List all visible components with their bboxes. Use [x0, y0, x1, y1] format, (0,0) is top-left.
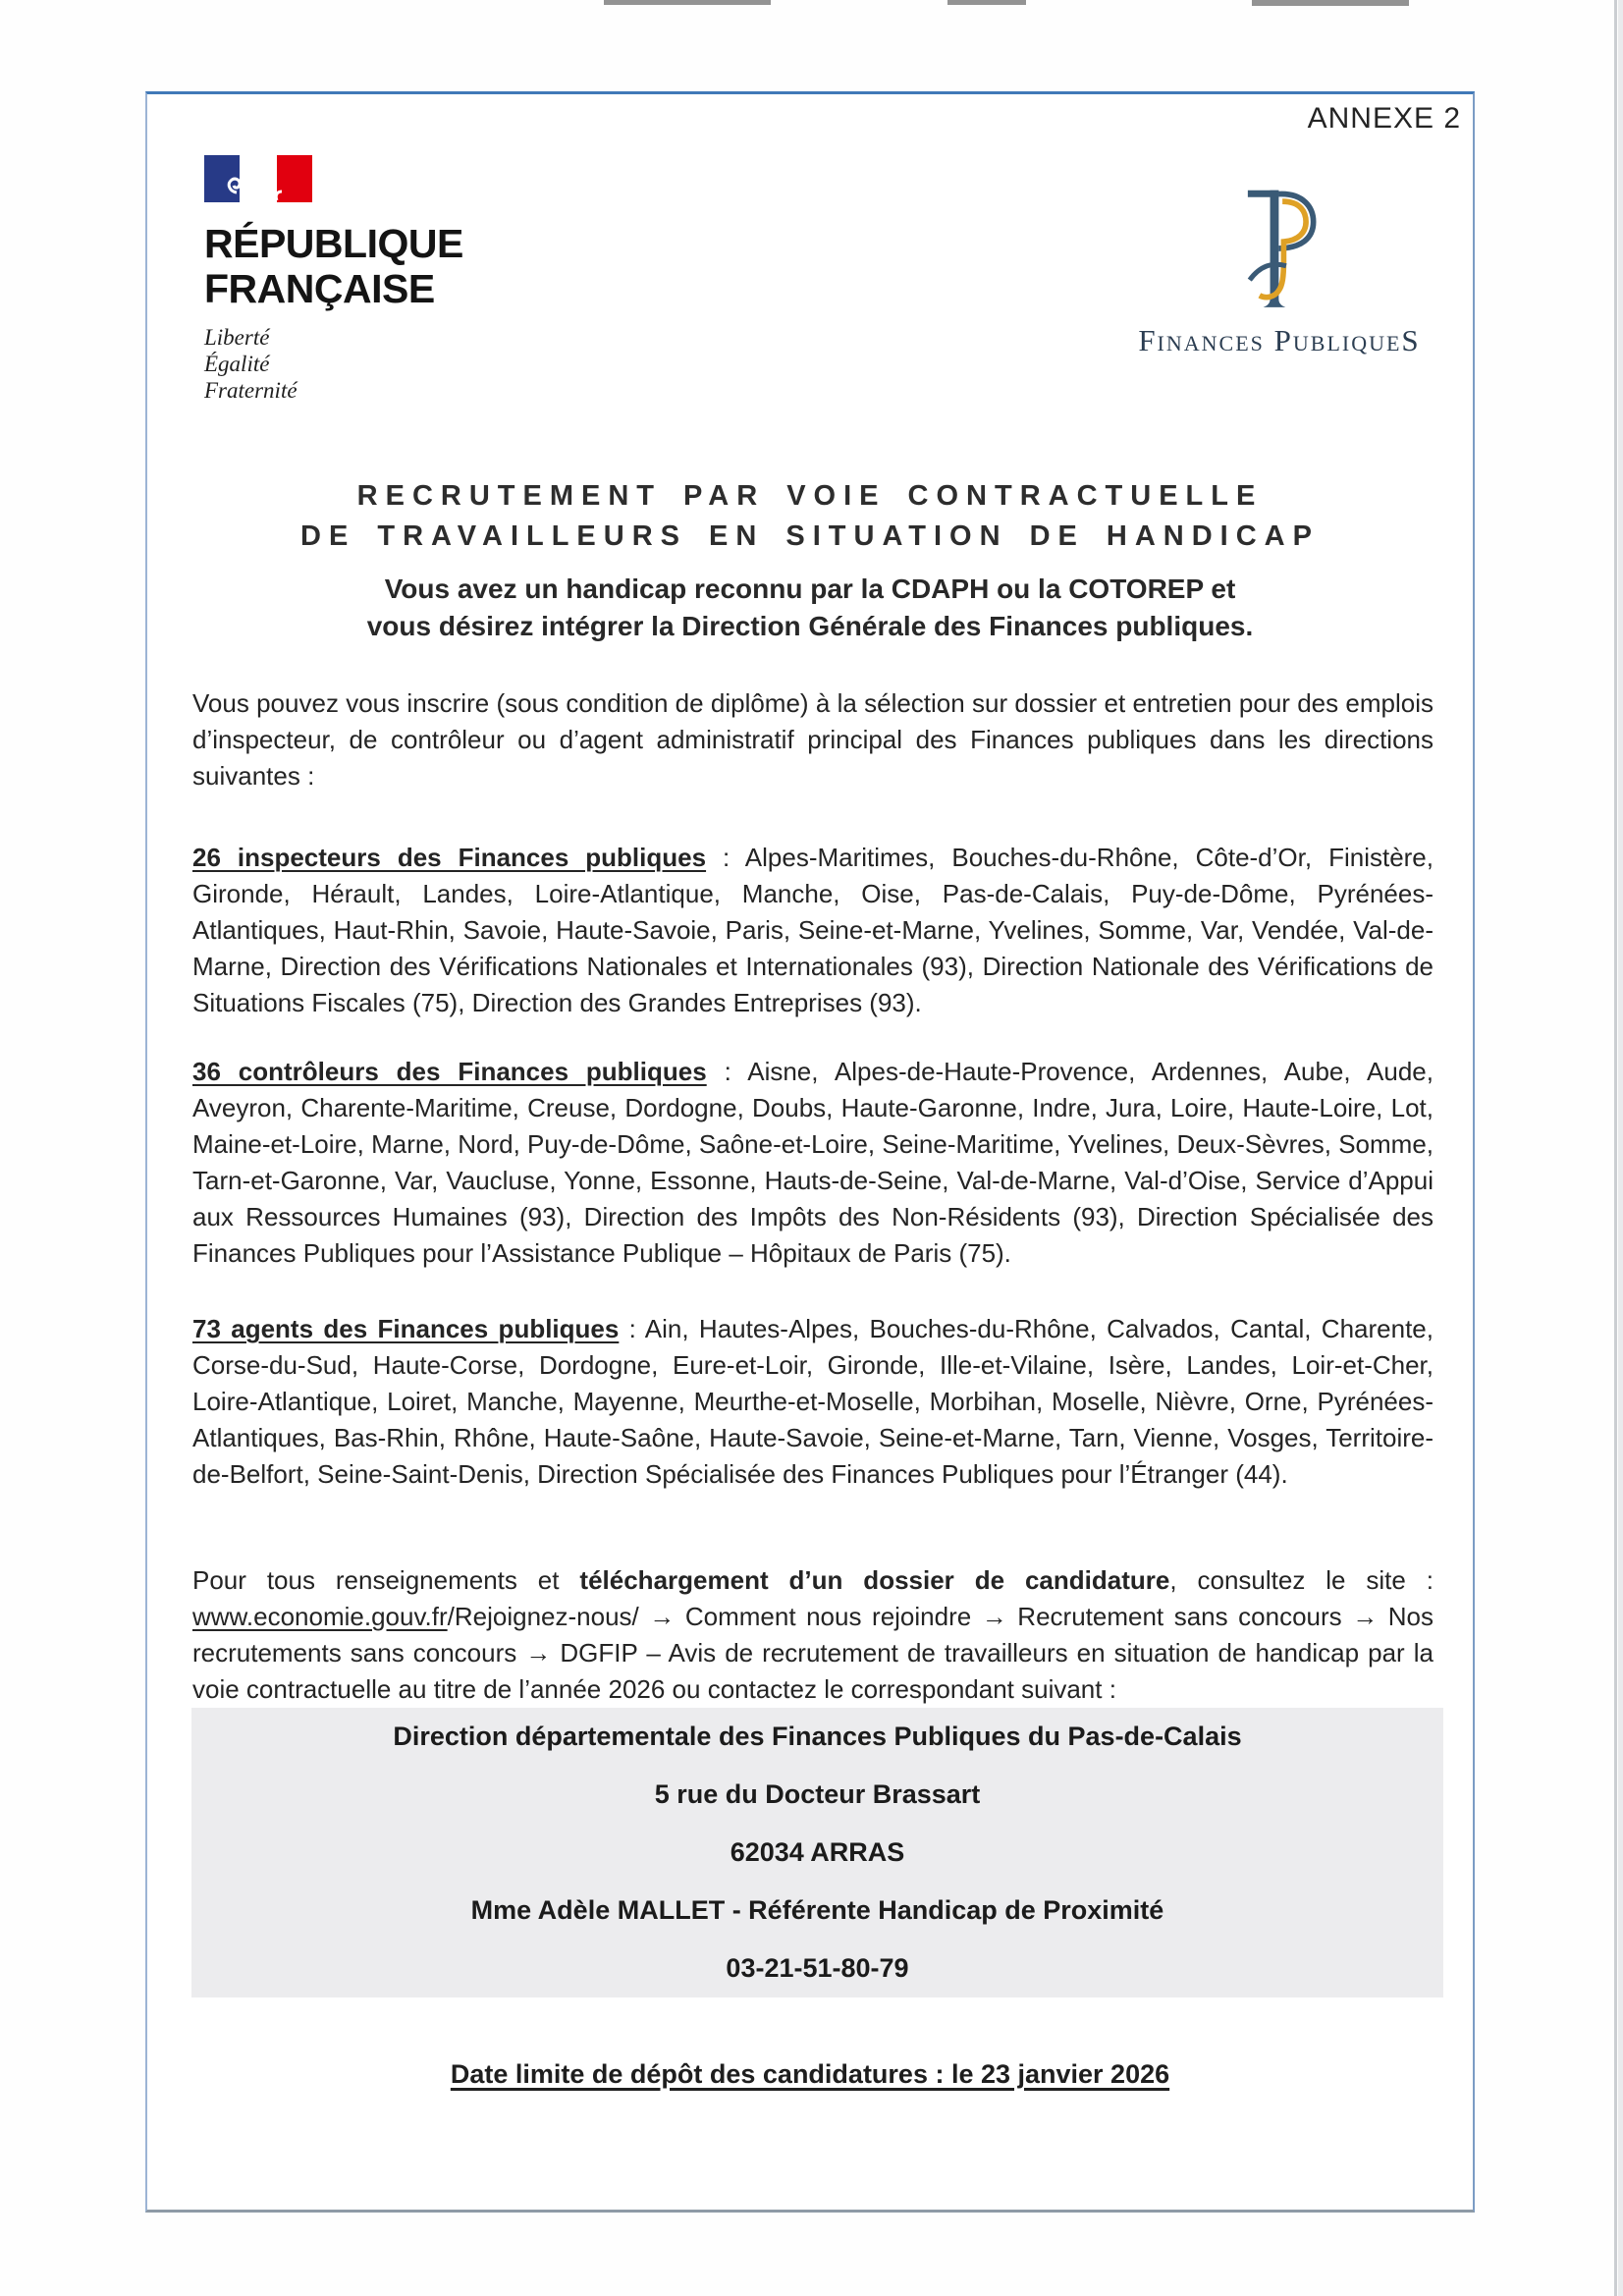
- intro-paragraph: Vous pouvez vous inscrire (sous condition de diplôme) à la sélection sur dossier et entretien pour des emplois d’inspecteur, de contrôleur ou d’agent administratif principal des Finances publiques dans les directions suivantes :: [192, 688, 1434, 791]
- section-agents-list: : Ain, Hautes-Alpes, Bouches-du-Rhône, Calvados, Cantal, Charente, Corse-du-Sud, Haute-Corse, Dordogne, Eure-et-Loir, Gironde, Ille-et-Vilaine, Isère, Landes, Loir-et-Cher, Loire-Atlantique, Loiret, Manche, Mayenne, Meurthe-et-Moselle, Morbihan, Moselle, Nièvre, Orne, Pyrénées-Atlantiques, Bas-Rhin, Rhône, Haute-Saône, Haute-Savoie, Seine-et-Marne, Tarn, Vienne, Vosges, Territoire-de-Belfort, Seine-Saint-Denis, Direction Spécialisée des Finances Publiques pour l’Étranger (44).: [192, 1314, 1434, 1489]
- contact-person: Mme Adèle MALLET - Référente Handicap de Proximité: [470, 1895, 1164, 1925]
- section-controleurs-list: : Aisne, Alpes-de-Haute-Provence, Ardennes, Aube, Aude, Aveyron, Charente-Maritime, Creuse, Dordogne, Doubs, Haute-Garonne, Indre, Jura, Loire, Haute-Loire, Lot, Maine-et-Loire, Marne, Nord, Puy-de-Dôme, Saône-et-Loire, Seine-Maritime, Yvelines, Deux-Sèvres, Somme, Tarn-et-Garonne, Var, Vaucluse, Yonne, Essonne, Hauts-de-Seine, Val-de-Marne, Val-d’Oise, Service d’Appui aux Ressources Humaines (93), Direction des Impôts des Non-Résidents (93), Direction Spécialisée des Finances Publiques pour l’Assistance Publique – Hôpitaux de Paris (75).: [192, 1057, 1434, 1268]
- document-title: [147, 476, 1473, 557]
- republique-francaise-wordmark: [204, 221, 463, 311]
- contact-street: 5 rue du Docteur Brassart: [654, 1779, 981, 1809]
- scan-artifact: [947, 0, 1026, 5]
- scan-artifact: [1252, 0, 1409, 6]
- page-frame: [145, 91, 1475, 2213]
- fp-monogram-icon: [1238, 187, 1321, 310]
- title-line: DE TRAVAILLEURS EN SITUATION DE HANDICAP: [300, 520, 1320, 552]
- contact-city: 62034 ARRAS: [730, 1837, 905, 1867]
- republique-francaise-logo: [204, 155, 463, 404]
- scan-artifact: [1618, 0, 1623, 2296]
- document-subtitle: [147, 571, 1473, 645]
- info-paragraph: [192, 1562, 1434, 1708]
- motto-line: Fraternité: [204, 378, 298, 403]
- finances-publiques-logo: [1131, 187, 1428, 358]
- section-agents-heading: 73 agents des Finances publiques: [192, 1314, 620, 1343]
- info-text: Pour tous renseignements et: [192, 1565, 580, 1595]
- info-text: , consultez le site :: [1169, 1565, 1434, 1595]
- deadline: Date limite de dépôt des candidatures : le 23 janvier 2026: [450, 2059, 1170, 2089]
- contact-phone: 03-21-51-80-79: [726, 1953, 909, 1983]
- wordmark-line: FRANÇAISE: [204, 266, 435, 311]
- title-line: RECRUTEMENT PAR VOIE CONTRACTUELLE: [356, 480, 1264, 512]
- scan-artifact: [604, 0, 771, 5]
- annexe-label: ANNEXE 2: [1307, 102, 1461, 135]
- subtitle-line: Vous avez un handicap reconnu par la CDAPH ou la COTOREP et: [384, 574, 1236, 604]
- info-text: /Rejoignez-nous/ → Comment nous rejoindre → Recrutement sans concours → Nos recrutements sans concours → DGFIP – Avis de recrutement de travailleurs en situation de handicap par la voie contractuelle au titre de l’année 2026 ou contactez le correspondant suivant :: [192, 1602, 1434, 1704]
- finances-publiques-wordmark: Finances PubliqueS: [1138, 323, 1421, 357]
- scan-artifact: [1614, 0, 1617, 2296]
- section-inspecteurs-list: : Alpes-Maritimes, Bouches-du-Rhône, Côte-d’Or, Finistère, Gironde, Hérault, Landes, Loire-Atlantique, Manche, Oise, Pas-de-Calais, Puy-de-Dôme, Pyrénées-Atlantiques, Haut-Rhin, Savoie, Haute-Savoie, Paris, Seine-et-Marne, Yvelines, Somme, Var, Vendée, Val-de-Marne, Direction des Vérifications Nationales et Internationales (93), Direction Nationale des Vérifications de Situations Fiscales (75), Direction des Grandes Entreprises (93).: [192, 843, 1434, 1017]
- title-block: [147, 476, 1473, 645]
- motto-line: Égalité: [204, 352, 270, 376]
- info-bold-text: téléchargement d’un dossier de candidature: [579, 1565, 1170, 1595]
- french-flag-icon: [204, 155, 312, 202]
- motto: [204, 324, 463, 404]
- contact-direction: Direction départementale des Finances Publiques du Pas-de-Calais: [393, 1722, 1242, 1751]
- section-inspecteurs: [192, 840, 1434, 1021]
- subtitle-line: vous désirez intégrer la Direction Générale des Finances publiques.: [366, 611, 1254, 641]
- section-agents: [192, 1311, 1434, 1493]
- wordmark-line: RÉPUBLIQUE: [204, 221, 463, 266]
- motto-line: Liberté: [204, 325, 270, 350]
- contact-box: [191, 1708, 1443, 1997]
- section-controleurs: [192, 1054, 1434, 1272]
- website-link[interactable]: www.economie.gouv.fr: [192, 1602, 448, 1631]
- section-inspecteurs-heading: 26 inspecteurs des Finances publiques: [192, 843, 707, 872]
- section-controleurs-heading: 36 contrôleurs des Finances publiques: [192, 1057, 707, 1086]
